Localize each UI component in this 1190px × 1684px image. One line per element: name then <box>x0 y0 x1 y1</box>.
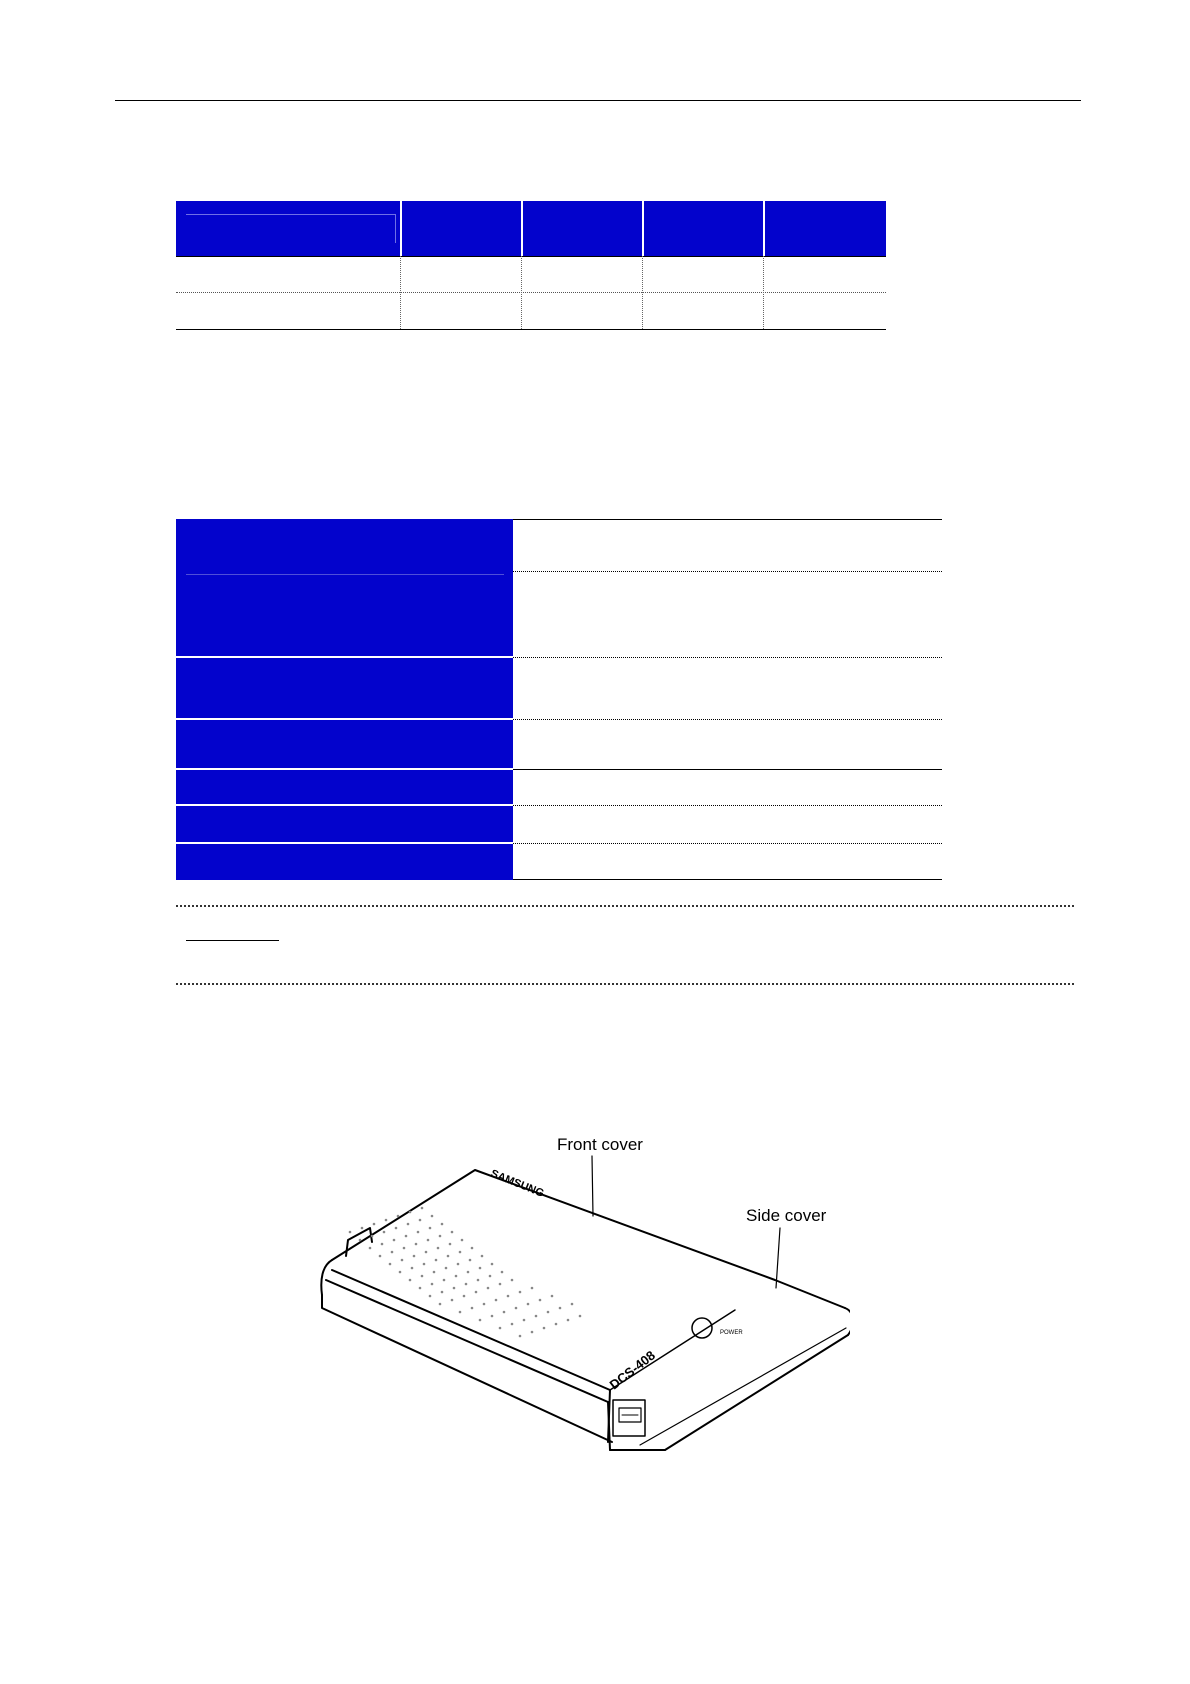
column-line <box>642 256 643 329</box>
spec-table-2 <box>176 519 942 880</box>
model-text: DCS-408 <box>606 1347 658 1393</box>
device-illustration <box>310 1130 850 1460</box>
row-line <box>176 256 886 257</box>
column-separator <box>642 201 644 256</box>
row-line <box>176 292 886 293</box>
cell-divider <box>186 574 504 575</box>
row-line <box>513 843 942 844</box>
note-heading-underline <box>186 940 279 941</box>
row-line <box>513 879 942 880</box>
svg-text:POWER: POWER <box>720 1330 743 1336</box>
table-2-label-cell <box>176 720 513 768</box>
table-2-label-cell <box>176 806 513 842</box>
row-line <box>513 571 942 572</box>
note-border-top <box>176 905 1074 907</box>
header-cell-frame <box>186 214 396 243</box>
side-cover-label: Side cover <box>746 1206 827 1225</box>
table-1-header <box>176 201 886 256</box>
row-line <box>176 329 886 330</box>
brand-text: SAMSUNG <box>488 1167 546 1200</box>
column-separator <box>763 201 765 256</box>
note-border-bottom <box>176 983 1074 985</box>
row-line <box>513 769 942 770</box>
table-2-label-cell <box>176 519 513 656</box>
column-line <box>763 256 764 329</box>
row-line <box>513 805 942 806</box>
column-separator <box>400 201 402 256</box>
row-line <box>513 657 942 658</box>
row-line <box>513 719 942 720</box>
table-2-label-cell <box>176 770 513 804</box>
column-separator <box>521 201 523 256</box>
column-line <box>521 256 522 329</box>
table-2-label-cell <box>176 658 513 718</box>
column-line <box>400 256 401 329</box>
header-rule <box>115 100 1081 101</box>
front-cover-label: Front cover <box>557 1135 643 1154</box>
row-line <box>513 519 942 520</box>
table-2-label-cell <box>176 844 513 880</box>
